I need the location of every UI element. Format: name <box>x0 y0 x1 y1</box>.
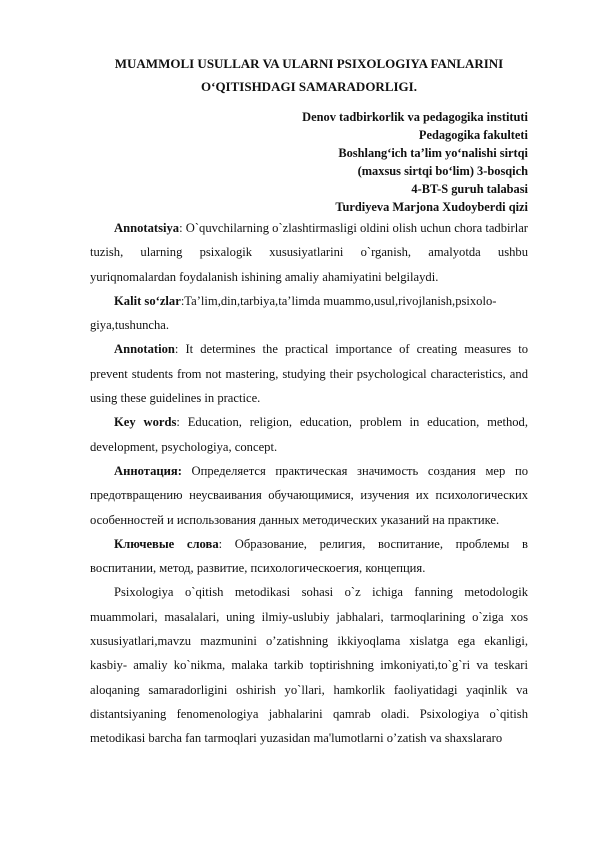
faculty-name: Pedagogika fakulteti <box>418 128 528 142</box>
kalit-sozlar-text: :Ta’lim,din,tarbiya,ta’limda muammo,usul,rivojlanish,psixolo-giya,tushuncha. <box>90 293 497 333</box>
annotatsiya-label: Annotatsiya <box>114 221 180 235</box>
kalit-sozlar-label: Kalit so‘zlar <box>114 293 181 308</box>
keywords-ru-label: Ключевые слова <box>114 536 219 551</box>
keywords-label: Key words <box>114 415 177 430</box>
student-group: 4-BT-S guruh talabasi <box>411 182 528 196</box>
annotation-text: : It determines the practical importance of creating measures to prevent students from not mastering, studying their psychological characteristics, and using these guidelines in practice. <box>90 342 528 406</box>
annotatsiya-ru-label: Аннотация: <box>114 463 182 478</box>
keywords-text: : Education, religion, education, problem in education, method, development, psychologiya, concept. <box>90 415 528 454</box>
study-direction: Boshlang‘ich ta’lim yo‘nalishi sirtqi <box>338 146 528 160</box>
annotation-paragraph <box>90 337 528 410</box>
keywords-ru-text: : Образование, религия, воспитание, проблемы в воспитании, метод, развитие, психологическоегия, концепция. <box>90 536 528 576</box>
author-name: Turdiyeva Marjona Xudoyberdi qizi <box>335 200 528 214</box>
paper-page <box>90 52 528 751</box>
body-paragraph: Psixologiya o`qitish metodikasi sohasi o`z ichiga fanning metodologik muammolari, masalalari, uning ilmiy-uslubiy jabhalari, tarmoqlarining o`ziga xos xususiyatlari,mavzu mazmunini o’zatishning ikkiyoqlama xislatga ega ekanligi, kasbiy- amaliy ko`nikma, malaka tarkib toptirishning imkoniyati,to`g`ri va teskari aloqaning samaradorligini oshirish yo`llari, hamkorlik faoliyatidagi yaqinlik va distantsiyaning fenomenologiya jabhalarini qamrab oladi. Psixologiya o`qitish metodikasi barcha fan tarmoqlari yuzasidan ma'lumotlarni o’zatish va shaxslararo <box>90 585 528 746</box>
study-form: (maxsus sirtqi bo‘lim) 3-bosqich <box>357 164 528 178</box>
paper-title <box>90 52 528 98</box>
keywords-paragraph <box>90 410 528 459</box>
annotatsiya-text: : O`quvchilarning o`zlashtirmasligi oldini olish uchun chora tadbirlar tuzish, ularning psixalogik xususiyatlarini o`rganish, amalyotda ushbu yuriqnomalardan foydalanish ishining amaliy ahamiyatini belgilaydi. <box>90 221 528 284</box>
annotatsiya-ru-paragraph <box>90 459 528 532</box>
institute-name: Denov tadbirkorlik va pedagogika instituti <box>302 110 528 124</box>
keywords-ru-paragraph <box>90 532 528 581</box>
title-line-2: O‘QITISHDAGI SAMARADORLIGI. <box>201 79 417 94</box>
author-affiliation <box>90 108 528 216</box>
kalit-sozlar-paragraph <box>90 289 528 338</box>
annotatsiya-ru-text: Определяется практическая значимость создания мер по предотвращению неусваивания обучающимися, изучения их психологических особенностей и использования данных методических указаний на практике. <box>90 463 528 527</box>
annotation-label: Annotation <box>114 342 175 357</box>
title-line-1: MUAMMOLI USULLAR VA ULARNI PSIXOLOGIYA FANLARINI <box>114 56 504 71</box>
annotatsiya-paragraph <box>90 216 528 289</box>
